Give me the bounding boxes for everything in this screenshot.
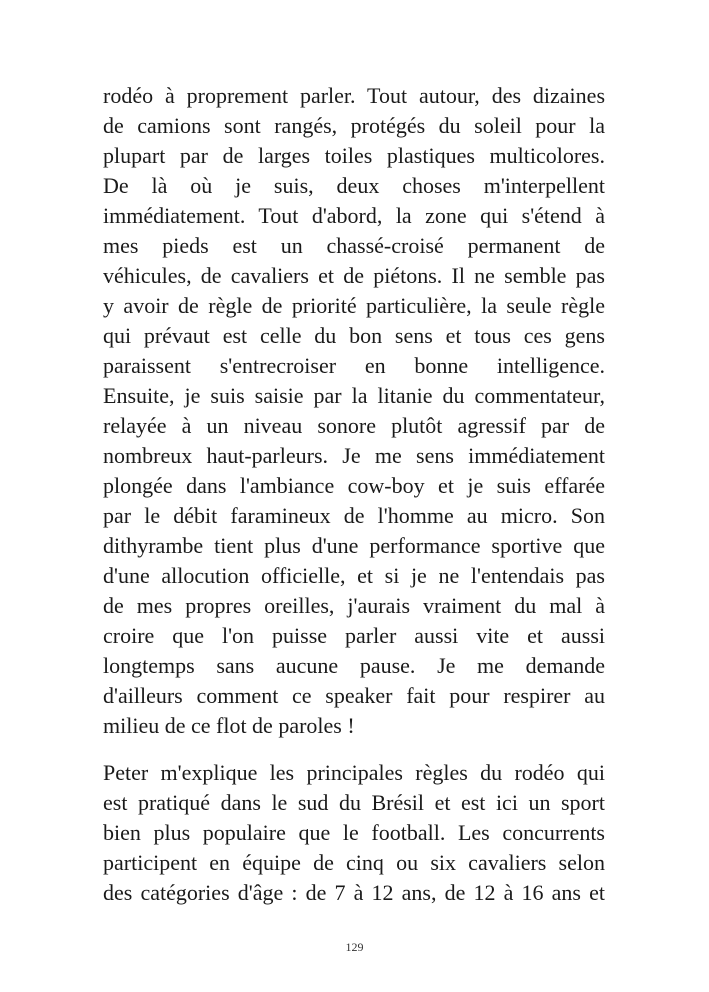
text-line: qui prévaut est celle du bon sens et tous ces gens xyxy=(103,323,605,348)
text-line: par le débit faramineux de l'homme au micro. Son xyxy=(103,503,605,528)
text-line: participent en équipe de cinq ou six cavaliers selon xyxy=(103,850,605,875)
text-line: d'une allocution officielle, et si je ne l'entendais pas xyxy=(103,563,605,588)
paragraph-2 xyxy=(103,758,605,908)
text-line: plongée dans l'ambiance cow-boy et je suis effarée xyxy=(103,473,605,498)
text-line: rodéo à proprement parler. Tout autour, des dizaines xyxy=(103,83,605,108)
text-line: paraissent s'entrecroiser en bonne intelligence. xyxy=(103,353,605,378)
text-line: immédiatement. Tout d'abord, la zone qui s'étend à xyxy=(103,203,605,228)
text-line: De là où je suis, deux choses m'interpellent xyxy=(103,173,605,198)
text-line: de camions sont rangés, protégés du soleil pour la xyxy=(103,113,605,138)
text-line: des catégories d'âge : de 7 à 12 ans, de 12 à 16 ans et xyxy=(103,880,605,905)
text-line: véhicules, de cavaliers et de piétons. Il ne semble pas xyxy=(103,263,605,288)
paragraph-1 xyxy=(103,81,605,741)
text-line: dithyrambe tient plus d'une performance sportive que xyxy=(103,533,605,558)
text-line: de mes propres oreilles, j'aurais vraiment du mal à xyxy=(103,593,605,618)
text-line: est pratiqué dans le sud du Brésil et est ici un sport xyxy=(103,790,605,815)
text-line: milieu de ce flot de paroles ! xyxy=(103,713,355,738)
text-line: croire que l'on puisse parler aussi vite et aussi xyxy=(103,623,605,648)
text-line: d'ailleurs comment ce speaker fait pour respirer au xyxy=(103,683,605,708)
text-line: nombreux haut-parleurs. Je me sens immédiatement xyxy=(103,443,605,468)
text-line: Ensuite, je suis saisie par la litanie du commentateur, xyxy=(103,383,605,408)
text-line: relayée à un niveau sonore plutôt agressif par de xyxy=(103,413,605,438)
page-number: 129 xyxy=(345,940,364,954)
text-line: plupart par de larges toiles plastiques multicolores. xyxy=(103,143,605,168)
text-line: bien plus populaire que le football. Les concurrents xyxy=(103,820,605,845)
text-line: y avoir de règle de priorité particulière, la seule règle xyxy=(103,293,605,318)
text-line: Peter m'explique les principales règles du rodéo qui xyxy=(103,760,605,785)
text-line: longtemps sans aucune pause. Je me demande xyxy=(103,653,605,678)
text-line: mes pieds est un chassé-croisé permanent de xyxy=(103,233,605,258)
page-body xyxy=(103,81,605,908)
